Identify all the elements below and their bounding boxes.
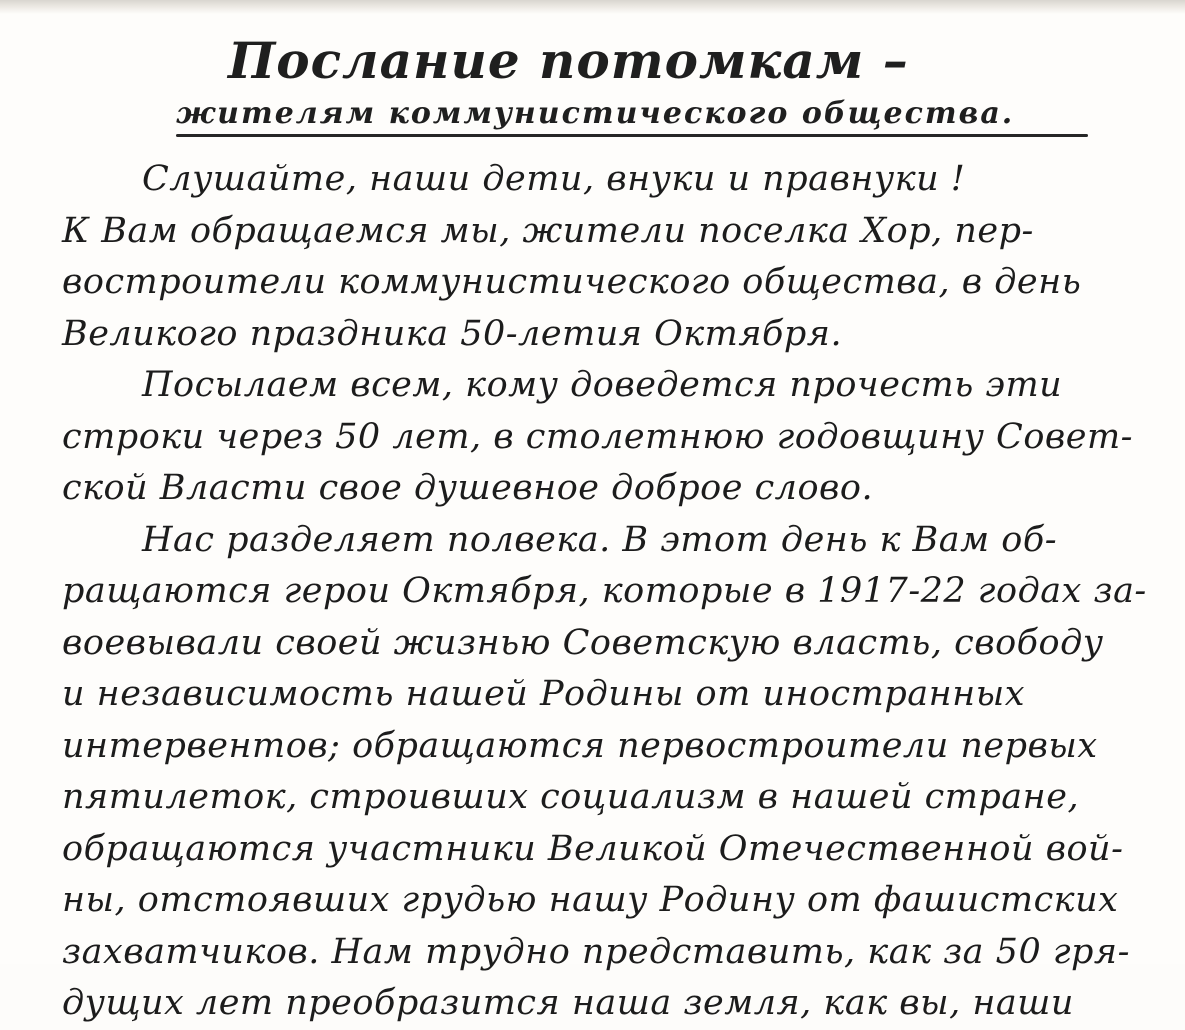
subtitle-underline <box>176 134 1088 137</box>
letter-line: обращаются участники Великой Отечественной вой- <box>62 828 1124 869</box>
letter-line: захватчиков. Нам трудно представить, как за 50 гря- <box>62 931 1130 972</box>
letter-line: дущих лет преобразится наша земля, как вы, наши <box>62 983 1074 1023</box>
letter-body <box>62 154 1162 1030</box>
letter-line: Великого праздника 50-летия Октября. <box>62 313 843 354</box>
letter-line: ской Власти свое душевное доброе слово. <box>62 468 874 508</box>
letter-line: ращаются герои Октября, которые в 1917-22 годах за- <box>62 571 1147 611</box>
letter-line: ны, отстоявших грудью нашу Родину от фашистских <box>62 880 1119 920</box>
letter-line: и независимость нашей Родины от иностранных <box>62 674 1025 714</box>
letter-line: Слушайте, наши дети, внуки и правнуки ! <box>142 159 966 199</box>
letter-line: востроители коммунистического общества, в день <box>62 262 1082 302</box>
letter-subtitle: жителям коммунистического общества. <box>176 96 1015 131</box>
letter-line: Нас разделяет полвека. В этот день к Вам об- <box>142 519 1058 560</box>
letter-line: К Вам обращаемся мы, жители поселка Хор, пер- <box>62 210 1034 251</box>
scan-edge-shadow <box>0 0 1185 14</box>
letter-line: интервентов; обращаются первостроители первых <box>62 725 1098 766</box>
letter-line: Посылаем всем, кому доведется прочесть эти <box>142 365 1063 405</box>
letter-title: Послание потомкам – <box>228 31 909 90</box>
letter-line: пятилеток, строивших социализм в нашей стране, <box>62 777 1080 817</box>
letter-line: воевывали своей жизнью Советскую власть, свободу <box>62 622 1104 663</box>
letter-line: строки через 50 лет, в столетнюю годовщину Совет- <box>62 416 1133 457</box>
